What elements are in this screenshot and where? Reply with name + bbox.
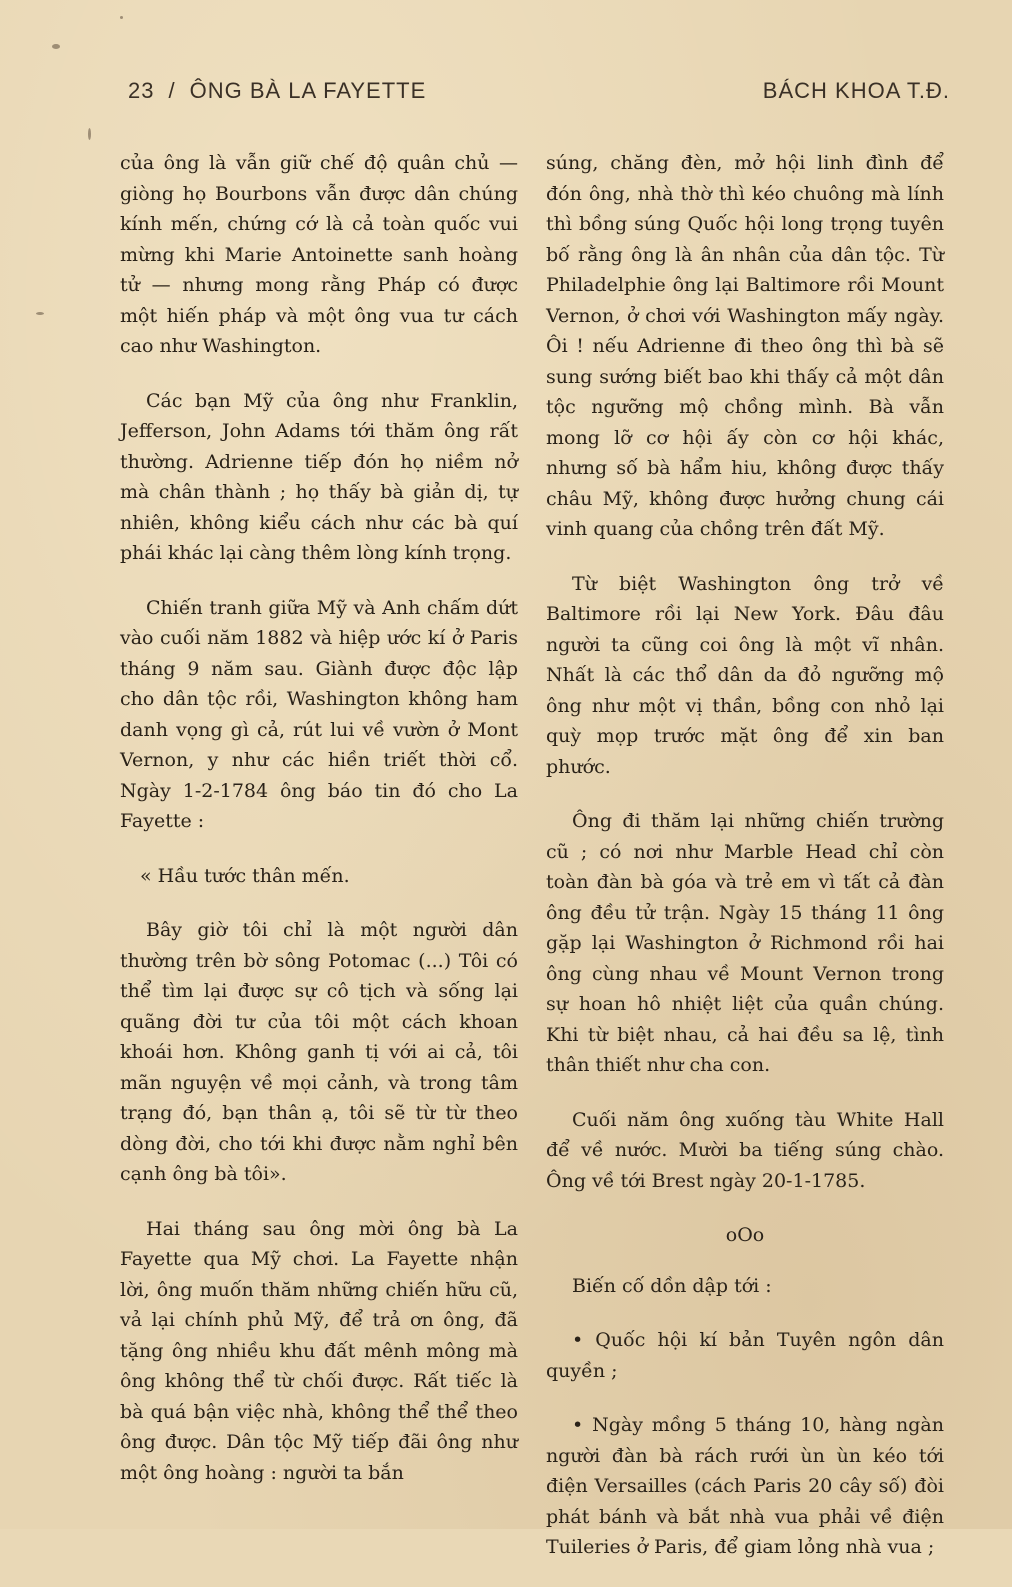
paper-speck: [36, 312, 44, 315]
paragraph: của ông là vẫn giữ chế độ quân chủ — giòng họ Bourbons vẫn được dân chúng kính mến, chứng cớ là cả toàn quốc vui mừng khi Marie Antoinette sanh hoàng tử — nhưng mong rằng Pháp có được một hiến pháp và một ông vua tư cách cao như Washington.: [120, 152, 518, 357]
paper-speck: [88, 128, 91, 140]
paragraph: Chiến tranh giữa Mỹ và Anh chấm dứt vào cuối năm 1882 và hiệp ước kí ở Paris tháng 9 năm sau. Giành được độc lập cho dân tộc rồi, Washington không ham danh vọng gì cả, rút lui về vườn ở Mont Vernon, y như các hiền triết thời cổ. Ngày 1-2-1784 ông báo tin đó cho La Fayette :: [120, 596, 518, 832]
paper-speck: [52, 44, 60, 49]
article-title: ÔNG BÀ LA FAYETTE: [189, 78, 427, 103]
page-number: 23: [128, 78, 155, 103]
bullet-item: • Ngày mồng 5 tháng 10, hàng ngàn người đàn bà rách rưới ùn ùn kéo tới điện Versailles (cách Paris 20 cây số) đòi phát bánh và bắt nhà vua phải về điện Tuileries ở Paris, để giam lỏng nhà vua ;: [546, 1414, 944, 1558]
bullet-item: • Quốc hội kí bản Tuyên ngôn dân quyền ;: [546, 1329, 944, 1382]
paragraph: súng, chăng đèn, mở hội linh đình để đón ông, nhà thờ thì kéo chuông mà lính thì bồng súng Quốc hội long trọng tuyên bố rằng ông là ân nhân của dân tộc. Từ Philadelphie ông lại Baltimore rồi Mount Vernon, ở chơi với Washington mấy ngày. Ôi ! nếu Adrienne đi theo ông thì bà sẽ sung sướng biết bao khi thấy cả một dân tộc ngưỡng mộ chồng mình. Bà vẫn mong lỡ cơ hội ấy còn cơ hội khác, nhưng số bà hẩm hiu, không được thấy châu Mỹ, không được hưởng chung cái vinh quang của chồng trên đất Mỹ.: [546, 152, 944, 540]
publication-name: BÁCH KHOA T.Đ.: [762, 78, 950, 103]
paragraph: Các bạn Mỹ của ông như Franklin, Jefferson, John Adams tới thăm ông rất thường. Adrienne tiếp đón họ niềm nở mà chân thành ; họ thấy bà giản dị, tự nhiên, không kiểu cách như các bà quí phái khác lại càng thêm lòng kính trọng.: [120, 389, 518, 564]
paragraph: Hai tháng sau ông mời ông bà La Fayette qua Mỹ chơi. La Fayette nhận lời, ông muốn thăm những chiến hữu cũ, vả lại chính phủ Mỹ, để trả ơn ông, đã tặng ông nhiều khu đất mênh mông mà ông không thể từ chối được. Rất tiếc là bà quá bận việc nhà, không thể thể theo ông được. Dân tộc Mỹ tiếp đãi ông như một ông hoàng : người ta bắn: [120, 1217, 518, 1484]
paper-speck: [120, 16, 123, 19]
letter-salutation: « Hầu tước thân mến.: [140, 864, 350, 887]
left-column: [120, 148, 518, 1512]
letter-body: Bây giờ tôi chỉ là một người dân thường trên bờ sông Potomac (...) Tôi có thể tìm lại được sự cô tịch và sống lại quãng đời tư của tôi một cách khoan khoái hơn. Không ganh tị với ai cả, tôi mãn nguyện về mọi cảnh, và trong tâm trạng đó, bạn thân ạ, tôi sẽ từ từ theo dòng đời, cho tới khi được nằm nghỉ bên cạnh ông bà tôi».: [120, 919, 518, 1185]
header-separator: /: [168, 78, 176, 103]
section-divider: oOo: [725, 1224, 765, 1246]
running-header: [128, 78, 950, 112]
paragraph: Từ biệt Washington ông trở về Baltimore rồi lại New York. Đâu đâu người ta cũng coi ông là một vĩ nhân. Nhất là các thổ dân da đỏ ngưỡng mộ ông như một vị thần, bồng con nhỏ lại quỳ mọp trước mặt ông để xin ban phước.: [546, 572, 944, 778]
header-left: [128, 78, 426, 104]
paragraph: Ông đi thăm lại những chiến trường cũ ; có nơi như Marble Head chỉ còn toàn đàn bà góa và trẻ em vì tất cả đàn ông đều tử trận. Ngày 15 tháng 11 ông gặp lại Washington ở Richmond rồi hai ông cùng nhau về Mount Vernon trong sự hoan hô nhiệt liệt của quần chúng. Khi từ biệt nhau, cả hai đều sa lệ, tình thân thiết như cha con.: [546, 810, 944, 1076]
right-column: [546, 148, 944, 1587]
paragraph: Cuối năm ông xuống tàu White Hall để về nước. Mười ba tiếng súng chào. Ông về tới Brest ngày 20-1-1785.: [546, 1108, 944, 1192]
paragraph: Biến cố dồn dập tới :: [572, 1274, 772, 1297]
